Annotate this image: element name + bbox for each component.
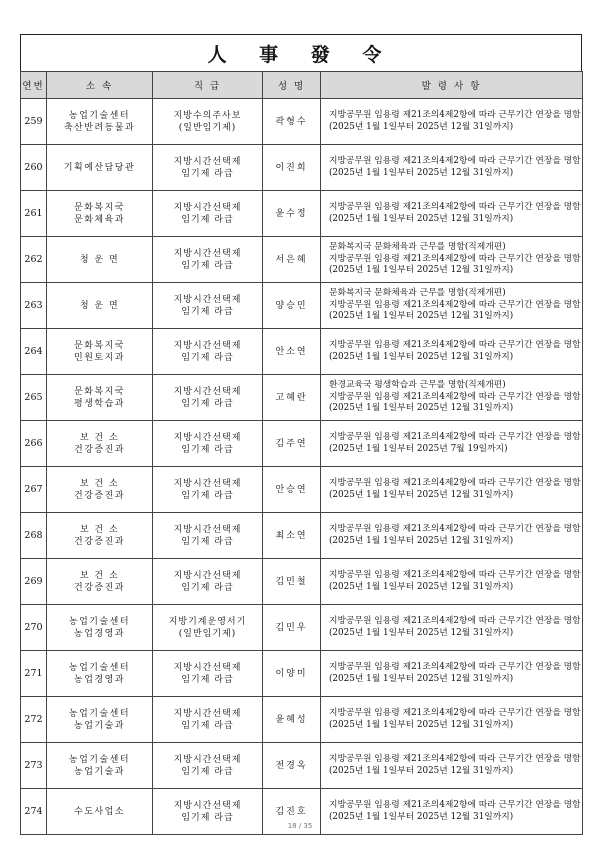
department-line: 청 운 면	[79, 254, 120, 265]
department-line: 보 건 소	[79, 432, 120, 443]
row-number: 263	[21, 283, 47, 329]
order-line: (2025년 1월 1일부터 2025년 12월 31일까지)	[329, 167, 514, 178]
order-details-cell	[321, 283, 583, 329]
order-line: (2025년 1월 1일부터 2025년 12월 31일까지)	[329, 213, 514, 224]
table-row	[21, 743, 583, 789]
rank-cell	[153, 513, 263, 559]
order-line: 지방공무원 임용령 제21조의4제2항에 따라 근무기간 연장을 명함	[329, 432, 581, 442]
row-number: 264	[21, 329, 47, 375]
table-row	[21, 605, 583, 651]
rank-line: 지방시간선택제	[173, 570, 242, 581]
order-details-cell	[321, 743, 583, 789]
department-line: 농업경영과	[74, 674, 125, 685]
department-line: 문화복지국	[74, 202, 125, 213]
rank-line: 지방수의주사보	[173, 110, 242, 121]
order-line: 지방공무원 임용령 제21조의4제2항에 따라 근무기간 연장을 명함	[329, 478, 581, 488]
rank-line: 지방시간선택제	[173, 156, 242, 167]
rank-line: 지방시간선택제	[173, 754, 242, 765]
row-number: 266	[21, 421, 47, 467]
rank-line: 임기제 라급	[181, 536, 234, 547]
employee-name: 양승민	[263, 283, 321, 329]
rank-cell	[153, 145, 263, 191]
rank-line: 임기제 라급	[181, 720, 234, 731]
table-row	[21, 237, 583, 283]
rank-line: 임기제 라급	[181, 674, 234, 685]
order-details-cell	[321, 237, 583, 283]
table-row	[21, 467, 583, 513]
order-line: (2025년 1월 1일부터 2025년 12월 31일까지)	[329, 627, 514, 638]
order-details-cell	[321, 513, 583, 559]
rank-line: (일반임기제)	[178, 122, 237, 133]
department-line: 수도사업소	[74, 806, 125, 817]
rank-line: 지방시간선택제	[173, 478, 242, 489]
table-row	[21, 375, 583, 421]
order-line: (2025년 1월 1일부터 2025년 12월 31일까지)	[329, 265, 514, 276]
order-line: 지방공무원 임용령 제21조의4제2항에 따라 근무기간 연장을 명함	[329, 340, 581, 350]
rank-line: 임기제 라급	[181, 352, 234, 363]
employee-name: 서은혜	[263, 237, 321, 283]
row-number: 269	[21, 559, 47, 605]
rank-cell	[153, 329, 263, 375]
employee-name: 이양미	[263, 651, 321, 697]
department-line: 문화체육과	[74, 214, 125, 225]
order-details-cell	[321, 191, 583, 237]
department-line: 축산반려동물과	[63, 122, 136, 133]
rank-cell	[153, 99, 263, 145]
rank-line: 임기제 라급	[181, 490, 234, 501]
table-row	[21, 559, 583, 605]
table-row	[21, 697, 583, 743]
department-line: 농업기술센터	[68, 754, 131, 765]
department-line: 건강증진과	[74, 582, 125, 593]
rank-line: 지방시간선택제	[173, 202, 242, 213]
department-cell	[47, 99, 153, 145]
order-details-cell	[321, 421, 583, 467]
department-line: 건강증진과	[74, 444, 125, 455]
rank-line: 지방시간선택제	[173, 800, 242, 811]
department-cell	[47, 191, 153, 237]
table-row	[21, 329, 583, 375]
order-line: 지방공무원 임용령 제21조의4제2항에 따라 근무기간 연장을 명함	[329, 299, 581, 310]
page-title: 人 事 發 令	[207, 43, 395, 66]
rank-cell	[153, 191, 263, 237]
department-cell	[47, 743, 153, 789]
order-line: (2025년 1월 1일부터 2025년 12월 31일까지)	[329, 351, 514, 362]
order-line: 지방공무원 임용령 제21조의4제2항에 따라 근무기간 연장을 명함	[329, 616, 581, 626]
table-row	[21, 651, 583, 697]
employee-name: 곽형수	[263, 99, 321, 145]
department-line: 보 건 소	[79, 524, 120, 535]
employee-name: 김진호	[263, 789, 321, 835]
title-box	[20, 34, 582, 71]
department-cell	[47, 283, 153, 329]
rank-line: 지방기계운영서기	[168, 616, 247, 627]
rank-line: (일반임기제)	[178, 628, 237, 639]
order-details-cell	[321, 605, 583, 651]
department-line: 민원토지과	[74, 352, 125, 363]
department-line: 농업기술센터	[68, 110, 131, 121]
rank-cell	[153, 375, 263, 421]
rank-line: 임기제 라급	[181, 582, 234, 593]
page-number: 18 / 35	[287, 822, 313, 830]
order-line: 지방공무원 임용령 제21조의4제2항에 따라 근무기간 연장을 명함	[329, 524, 581, 534]
rank-cell	[153, 651, 263, 697]
row-number: 259	[21, 99, 47, 145]
department-cell	[47, 467, 153, 513]
employee-name: 김주연	[263, 421, 321, 467]
header-name: 성 명	[263, 72, 321, 99]
order-line: (2025년 1월 1일부터 2025년 12월 31일까지)	[329, 811, 514, 822]
table-row	[21, 145, 583, 191]
order-line: 지방공무원 임용령 제21조의4제2항에 따라 근무기간 연장을 명함	[329, 708, 581, 718]
rank-line: 지방시간선택제	[173, 294, 242, 305]
row-number: 274	[21, 789, 47, 835]
department-line: 기획예산담당관	[63, 162, 136, 173]
department-cell	[47, 375, 153, 421]
employee-name: 김민우	[263, 605, 321, 651]
row-number: 265	[21, 375, 47, 421]
rank-line: 지방시간선택제	[173, 432, 242, 443]
rank-line: 지방시간선택제	[173, 708, 242, 719]
order-line: 지방공무원 임용령 제21조의4제2항에 따라 근무기간 연장을 명함	[329, 662, 581, 672]
order-line: (2025년 1월 1일부터 2025년 12월 31일까지)	[329, 719, 514, 730]
personnel-order-sheet	[20, 34, 582, 835]
row-number: 272	[21, 697, 47, 743]
order-details-cell	[321, 329, 583, 375]
order-details-cell	[321, 467, 583, 513]
department-line: 문화복지국	[74, 340, 125, 351]
employee-name: 윤수정	[263, 191, 321, 237]
rank-cell	[153, 237, 263, 283]
department-line: 평생학습과	[74, 398, 125, 409]
employee-name: 이진희	[263, 145, 321, 191]
department-line: 문화복지국	[74, 386, 125, 397]
department-line: 청 운 면	[79, 300, 120, 311]
row-number: 261	[21, 191, 47, 237]
rank-cell	[153, 743, 263, 789]
order-details-cell	[321, 651, 583, 697]
order-line: 지방공무원 임용령 제21조의4제2항에 따라 근무기간 연장을 명함	[329, 156, 581, 166]
department-cell	[47, 651, 153, 697]
order-details-cell	[321, 145, 583, 191]
rank-cell	[153, 605, 263, 651]
department-cell	[47, 513, 153, 559]
header-dept: 소 속	[47, 72, 153, 99]
rank-line: 임기제 라급	[181, 214, 234, 225]
row-number: 262	[21, 237, 47, 283]
rank-line: 임기제 라급	[181, 444, 234, 455]
department-cell	[47, 559, 153, 605]
rank-cell	[153, 421, 263, 467]
rank-line: 임기제 라급	[181, 812, 234, 823]
department-line: 농업기술과	[74, 766, 125, 777]
rank-cell	[153, 559, 263, 605]
rank-cell	[153, 467, 263, 513]
order-line: (2025년 1월 1일부터 2025년 7월 19일까지)	[329, 443, 508, 454]
table-row	[21, 191, 583, 237]
department-cell	[47, 237, 153, 283]
order-line: 지방공무원 임용령 제21조의4제2항에 따라 근무기간 연장을 명함	[329, 570, 581, 580]
order-line: 문화복지국 문화체육과 근무를 명함(직제개편)	[329, 288, 506, 299]
rank-line: 지방시간선택제	[173, 524, 242, 535]
personnel-table	[20, 71, 583, 835]
department-line: 농업경영과	[74, 628, 125, 639]
employee-name: 최소연	[263, 513, 321, 559]
department-line: 농업기술센터	[68, 662, 131, 673]
row-number: 270	[21, 605, 47, 651]
order-line: (2025년 1월 1일부터 2025년 12월 31일까지)	[329, 311, 514, 322]
order-line: (2025년 1월 1일부터 2025년 12월 31일까지)	[329, 581, 514, 592]
table-row	[21, 421, 583, 467]
order-line: 지방공무원 임용령 제21조의4제2항에 따라 근무기간 연장을 명함	[329, 391, 581, 402]
rank-line: 지방시간선택제	[173, 248, 242, 259]
order-line: (2025년 1월 1일부터 2025년 12월 31일까지)	[329, 489, 514, 500]
department-line: 건강증진과	[74, 536, 125, 547]
row-number: 260	[21, 145, 47, 191]
rank-cell	[153, 283, 263, 329]
order-line: (2025년 1월 1일부터 2025년 12월 31일까지)	[329, 673, 514, 684]
rank-line: 임기제 라급	[181, 306, 234, 317]
header-rank: 직 급	[153, 72, 263, 99]
department-line: 보 건 소	[79, 570, 120, 581]
order-details-cell	[321, 99, 583, 145]
rank-line: 임기제 라급	[181, 398, 234, 409]
employee-name: 안소연	[263, 329, 321, 375]
order-details-cell	[321, 559, 583, 605]
employee-name: 고혜란	[263, 375, 321, 421]
employee-name: 안승연	[263, 467, 321, 513]
rank-cell	[153, 697, 263, 743]
department-line: 농업기술과	[74, 720, 125, 731]
row-number: 268	[21, 513, 47, 559]
table-header-row	[21, 72, 583, 99]
order-line: 지방공무원 임용령 제21조의4제2항에 따라 근무기간 연장을 명함	[329, 754, 581, 764]
row-number: 267	[21, 467, 47, 513]
row-number: 273	[21, 743, 47, 789]
department-cell	[47, 697, 153, 743]
table-row	[21, 99, 583, 145]
department-cell	[47, 421, 153, 467]
order-line: 환경교육국 평생학습과 근무를 명함(직제개편)	[329, 380, 506, 391]
order-details-cell	[321, 375, 583, 421]
order-line: 지방공무원 임용령 제21조의4제2항에 따라 근무기간 연장을 명함	[329, 800, 581, 810]
order-line: (2025년 1월 1일부터 2025년 12월 31일까지)	[329, 121, 514, 132]
header-order: 발 령 사 항	[321, 72, 583, 99]
order-line: (2025년 1월 1일부터 2025년 12월 31일까지)	[329, 535, 514, 546]
employee-name: 윤혜성	[263, 697, 321, 743]
table-row	[21, 513, 583, 559]
rank-line: 지방시간선택제	[173, 340, 242, 351]
department-line: 보 건 소	[79, 478, 120, 489]
order-line: 문화복지국 문화체육과 근무를 명함(직제개편)	[329, 242, 506, 253]
order-line: (2025년 1월 1일부터 2025년 12월 31일까지)	[329, 403, 514, 414]
department-line: 농업기술센터	[68, 708, 131, 719]
department-cell	[47, 145, 153, 191]
employee-name: 김민철	[263, 559, 321, 605]
table-row	[21, 283, 583, 329]
order-line: 지방공무원 임용령 제21조의4제2항에 따라 근무기간 연장을 명함	[329, 202, 581, 212]
order-line: 지방공무원 임용령 제21조의4제2항에 따라 근무기간 연장을 명함	[329, 110, 581, 120]
rank-line: 지방시간선택제	[173, 662, 242, 673]
department-line: 건강증진과	[74, 490, 125, 501]
department-cell	[47, 329, 153, 375]
order-details-cell	[321, 697, 583, 743]
rank-line: 임기제 라급	[181, 168, 234, 179]
employee-name: 전경옥	[263, 743, 321, 789]
rank-line: 임기제 라급	[181, 260, 234, 271]
rank-line: 지방시간선택제	[173, 386, 242, 397]
order-line: (2025년 1월 1일부터 2025년 12월 31일까지)	[329, 765, 514, 776]
department-cell	[47, 605, 153, 651]
row-number: 271	[21, 651, 47, 697]
department-line: 농업기술센터	[68, 616, 131, 627]
rank-line: 임기제 라급	[181, 766, 234, 777]
header-no: 연번	[21, 72, 47, 99]
order-line: 지방공무원 임용령 제21조의4제2항에 따라 근무기간 연장을 명함	[329, 253, 581, 264]
